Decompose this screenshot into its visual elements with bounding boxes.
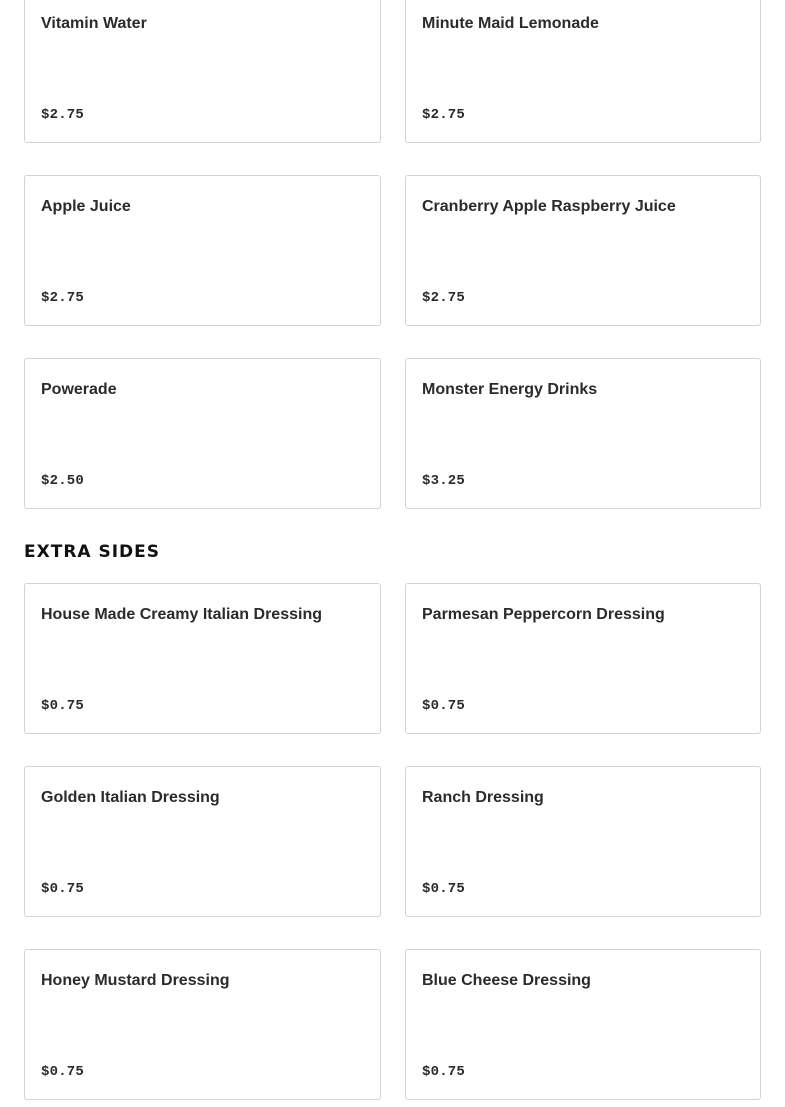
menu-item-price: $0.75 [422, 1064, 466, 1080]
menu-item-card[interactable] [24, 949, 381, 1100]
menu-item-price: $0.75 [41, 1064, 85, 1080]
menu-item-price: $2.75 [41, 290, 85, 306]
menu-item-price: $3.25 [422, 473, 466, 489]
section-title-extra-sides: EXTRA SIDES [24, 542, 161, 562]
menu-item-name: Golden Italian Dressing [41, 789, 220, 806]
menu-item-price: $2.75 [422, 107, 466, 123]
menu-item-name: Minute Maid Lemonade [422, 15, 599, 32]
menu-item-card[interactable] [24, 175, 381, 326]
menu-item-card[interactable] [24, 766, 381, 917]
menu-page [24, 0, 761, 1100]
menu-item-name: Monster Energy Drinks [422, 381, 598, 398]
extra-sides-grid [24, 583, 761, 1100]
menu-item-name: Honey Mustard Dressing [41, 972, 230, 989]
menu-item-card[interactable] [24, 0, 381, 143]
menu-item-price: $0.75 [41, 881, 85, 897]
menu-item-price: $0.75 [422, 881, 466, 897]
menu-item-price: $2.75 [41, 107, 85, 123]
drinks-grid [24, 0, 761, 509]
menu-item-price: $0.75 [41, 698, 85, 714]
menu-item-name: Blue Cheese Dressing [422, 972, 591, 989]
menu-item-card[interactable] [405, 766, 761, 917]
menu-item-name: Ranch Dressing [422, 789, 544, 806]
menu-item-name: Apple Juice [41, 198, 131, 215]
menu-item-price: $0.75 [422, 698, 466, 714]
menu-item-card[interactable] [405, 583, 761, 734]
menu-item-name: House Made Creamy Italian Dressing [41, 606, 322, 623]
menu-item-card[interactable] [24, 358, 381, 509]
menu-item-name: Cranberry Apple Raspberry Juice [422, 198, 676, 215]
menu-item-card[interactable] [405, 358, 761, 509]
menu-item-name: Parmesan Peppercorn Dressing [422, 606, 665, 623]
menu-item-card[interactable] [405, 949, 761, 1100]
menu-item-card[interactable] [405, 0, 761, 143]
menu-item-name: Powerade [41, 381, 117, 398]
menu-item-price: $2.50 [41, 473, 85, 489]
menu-item-card[interactable] [24, 583, 381, 734]
menu-item-card[interactable] [405, 175, 761, 326]
menu-item-name: Vitamin Water [41, 15, 147, 32]
menu-item-price: $2.75 [422, 290, 466, 306]
